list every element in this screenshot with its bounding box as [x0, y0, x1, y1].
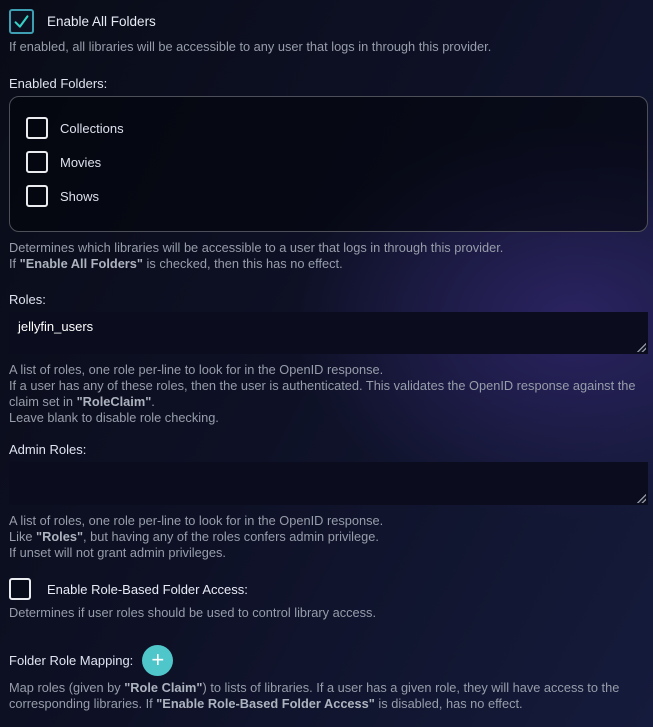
- shows-checkbox[interactable]: [26, 185, 48, 207]
- enable-all-folders-checkbox[interactable]: [9, 9, 34, 34]
- text-segment: Map roles (given by: [9, 680, 125, 695]
- admin-roles-input[interactable]: [9, 462, 648, 505]
- admin-roles-label: Admin Roles:: [9, 442, 87, 457]
- role-based-access-label: Enable Role-Based Folder Access:: [47, 581, 248, 597]
- text-segment-bold: "Enable All Folders": [19, 256, 143, 271]
- text-segment: Determines which libraries will be accessible to a user that logs in through this provider.: [9, 240, 504, 255]
- text-segment: ) to lists of libraries. If a user has a given role, they will have access to the: [202, 680, 620, 695]
- text-segment: If a user has any of these roles, then the user is authenticated. This validates the OpenID response against the claim set in: [9, 378, 636, 409]
- text-segment-bold: "Roles": [36, 529, 84, 544]
- text-segment: Like: [9, 529, 37, 544]
- admin-roles-textarea-wrap: [9, 462, 648, 505]
- text-segment: If: [9, 256, 20, 271]
- text-segment: A list of roles, one role per-line to look for in the OpenID response.: [9, 513, 384, 528]
- movies-checkbox[interactable]: [26, 151, 48, 173]
- roles-input[interactable]: [9, 312, 648, 354]
- role-based-access-row: [9, 578, 647, 600]
- roles-description: [9, 362, 647, 426]
- text-segment: .: [151, 394, 155, 409]
- roles-label: Roles:: [9, 292, 46, 307]
- checkmark-icon: [12, 12, 31, 31]
- add-folder-role-mapping-button[interactable]: [142, 645, 173, 676]
- role-based-access-description: Determines if user roles should be used to control library access.: [9, 605, 377, 620]
- shows-label: Shows: [60, 188, 100, 204]
- collections-label: Collections: [60, 120, 124, 136]
- text-segment: A list of roles, one role per-line to look for in the OpenID response.: [9, 362, 384, 377]
- admin-roles-description: [9, 513, 647, 561]
- folder-option-movies: [26, 151, 631, 173]
- folder-role-mapping-description: [9, 680, 647, 712]
- text-segment: is checked, then this has no effect.: [142, 256, 343, 271]
- enable-all-folders-description: If enabled, all libraries will be accessible to any user that logs in through this provider.: [9, 39, 492, 54]
- folder-role-mapping-row: [9, 645, 647, 676]
- plus-icon: +: [151, 646, 165, 672]
- text-segment: If unset will not grant admin privileges.: [9, 545, 226, 560]
- text-segment-bold: "Enable Role-Based Folder Access": [156, 696, 375, 711]
- text-segment: is disabled, has no effect.: [374, 696, 523, 711]
- roles-textarea-wrap: [9, 312, 648, 354]
- enable-all-folders-row: [9, 9, 647, 34]
- folder-option-collections: [26, 117, 631, 139]
- text-segment: Leave blank to disable role checking.: [9, 410, 219, 425]
- enabled-folders-label: Enabled Folders:: [9, 76, 108, 91]
- enable-all-folders-label: Enable All Folders: [47, 14, 156, 29]
- collections-checkbox[interactable]: [26, 117, 48, 139]
- enabled-folders-fieldset: [9, 96, 648, 232]
- text-segment: corresponding libraries. If: [9, 696, 157, 711]
- text-segment-bold: "Role Claim": [124, 680, 203, 695]
- text-segment: , but having any of the roles confers admin privilege.: [83, 529, 379, 544]
- folder-role-mapping-label: Folder Role Mapping:: [9, 652, 134, 668]
- folder-option-shows: [26, 185, 631, 207]
- enabled-folders-description: [9, 240, 647, 272]
- movies-label: Movies: [60, 154, 102, 170]
- role-based-access-checkbox[interactable]: [9, 578, 31, 600]
- text-segment-bold: "RoleClaim": [76, 394, 152, 409]
